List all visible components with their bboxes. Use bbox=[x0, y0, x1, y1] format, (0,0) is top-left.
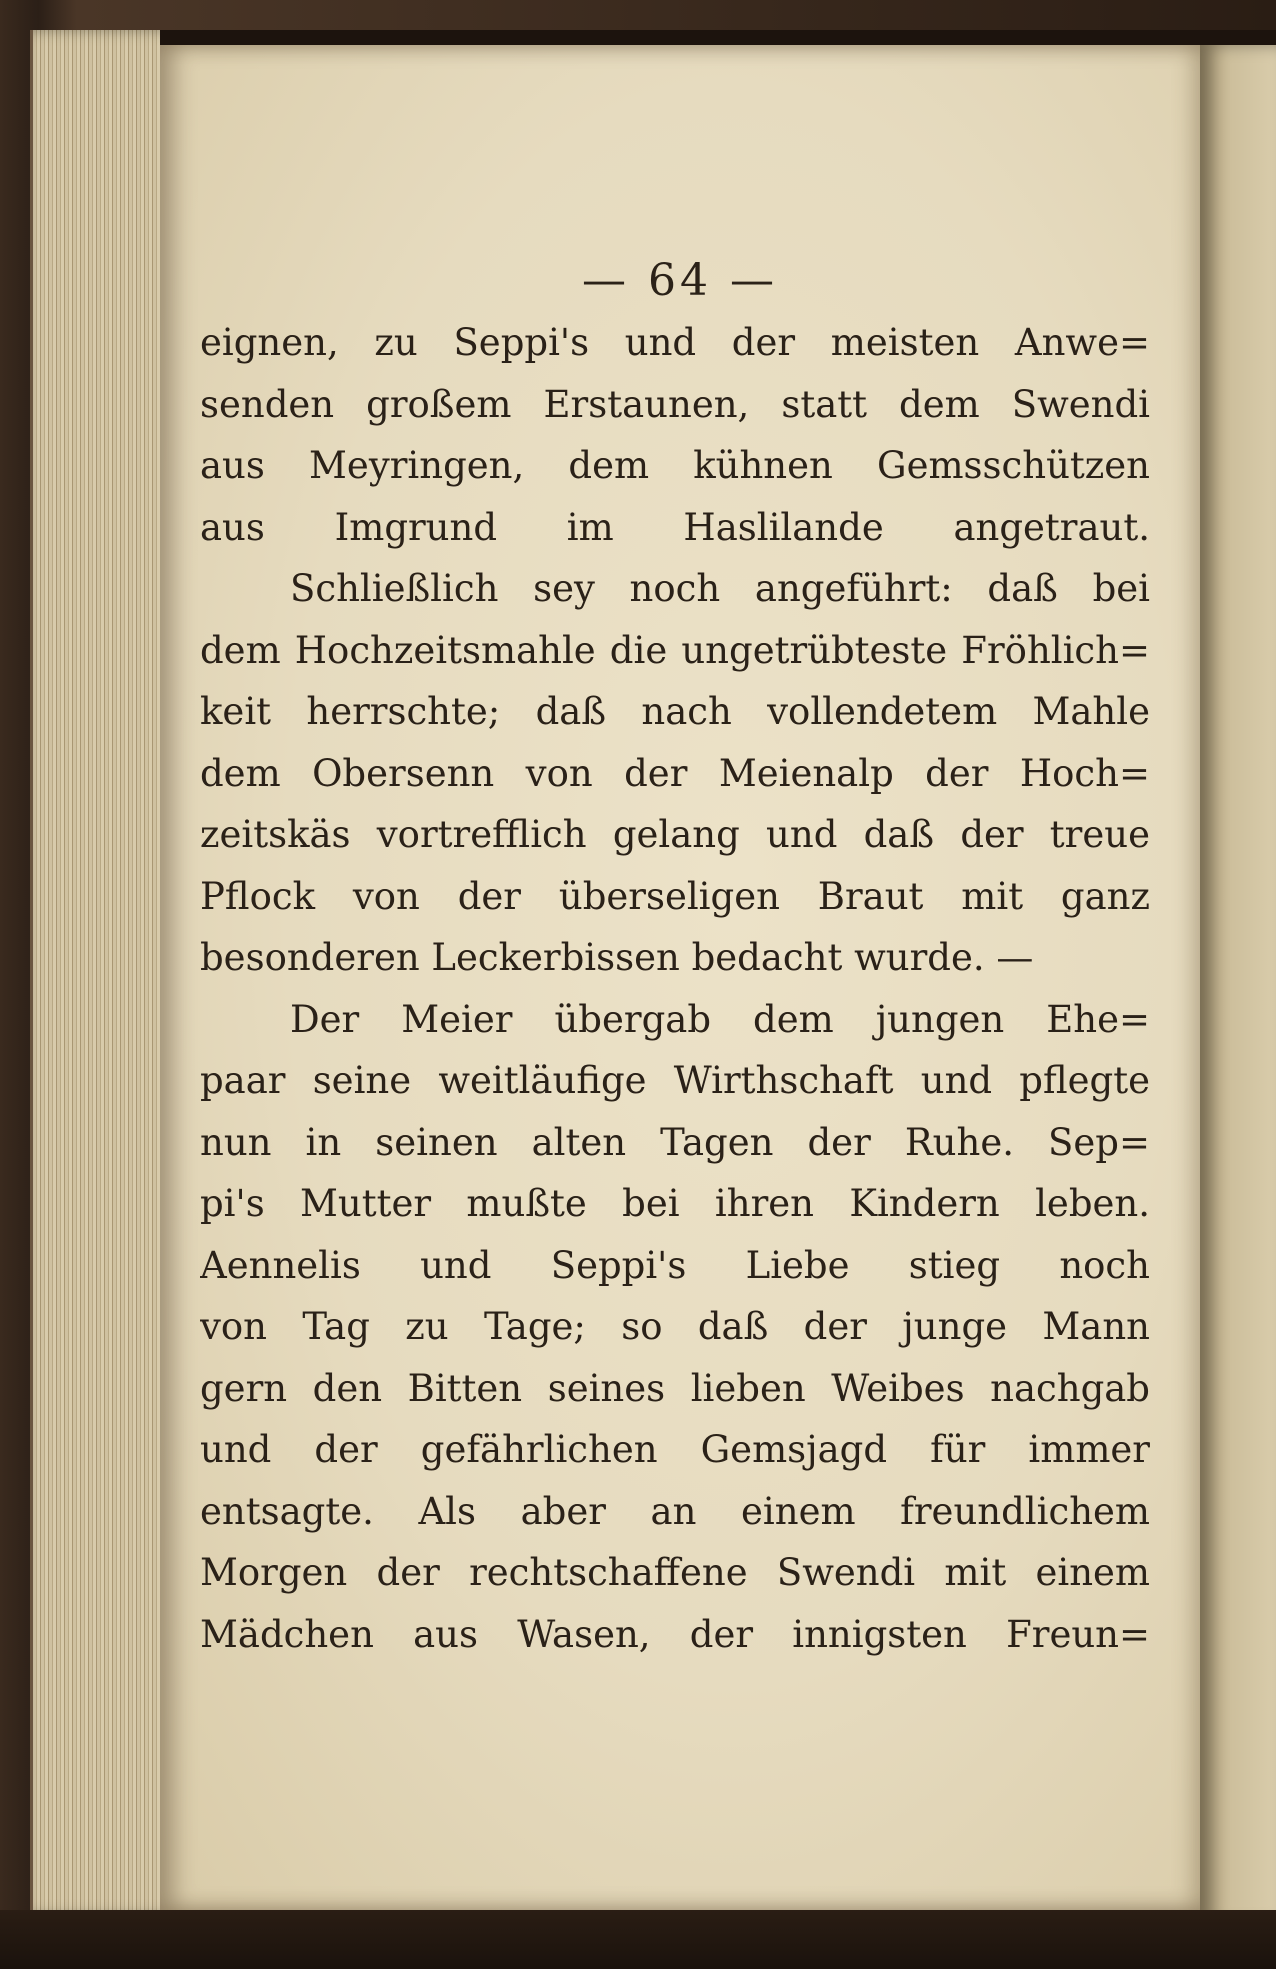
bottom-edge bbox=[0, 1910, 1276, 1969]
text-line: zeitskäs vortrefflich gelang und daß der treue bbox=[200, 813, 1150, 856]
text-line: gern den Bitten seines lieben Weibes nachgab bbox=[200, 1366, 1150, 1410]
text-line: Pflock von der überseligen Braut mit ganz bbox=[200, 874, 1150, 918]
text-line: aus Meyringen, dem kühnen Gemsschützen bbox=[200, 444, 1150, 487]
text-line: Morgen der rechtschaffene Swendi mit einem bbox=[200, 1551, 1150, 1594]
text-line: keit herrschte; daß nach vollendetem Mahle bbox=[200, 690, 1150, 733]
body-text bbox=[200, 312, 1150, 1665]
text-line: dem Obersenn von der Meienalp der Hoch= bbox=[200, 751, 1150, 795]
text-line: besonderen Leckerbissen bedacht wurde. — bbox=[200, 936, 1034, 979]
text-line: Schließlich sey noch angeführt: daß bei bbox=[290, 567, 1150, 610]
text-line: paar seine weitläufige Wirthschaft und pflegte bbox=[200, 1059, 1150, 1102]
text-line: Der Meier übergab dem jungen Ehe= bbox=[290, 997, 1150, 1041]
text-line: senden großem Erstaunen, statt dem Swendi bbox=[200, 382, 1150, 426]
text-line: und der gefährlichen Gemsjagd für immer bbox=[200, 1428, 1150, 1471]
text-line: Mädchen aus Wasen, der innigsten Freun= bbox=[200, 1612, 1150, 1656]
text-line: von Tag zu Tage; so daß der junge Mann bbox=[200, 1305, 1150, 1348]
text-line: pi's Mutter mußte bei ihren Kindern leben. bbox=[200, 1182, 1150, 1225]
text-line: entsagte. Als aber an einem freundlichem bbox=[200, 1489, 1150, 1533]
text-line: dem Hochzeitsmahle die ungetrübteste Fröhlich= bbox=[200, 628, 1150, 672]
text-line: aus Imgrund im Haslilande angetraut. bbox=[200, 505, 1150, 549]
next-page-edge bbox=[1200, 45, 1276, 1925]
text-line: nun in seinen alten Tagen der Ruhe. Sep= bbox=[200, 1120, 1150, 1164]
text-line: Aennelis und Seppi's Liebe stieg noch bbox=[200, 1243, 1150, 1287]
page-number: — 64 — bbox=[582, 255, 778, 306]
text-line: eignen, zu Seppi's und der meisten Anwe= bbox=[200, 321, 1150, 364]
